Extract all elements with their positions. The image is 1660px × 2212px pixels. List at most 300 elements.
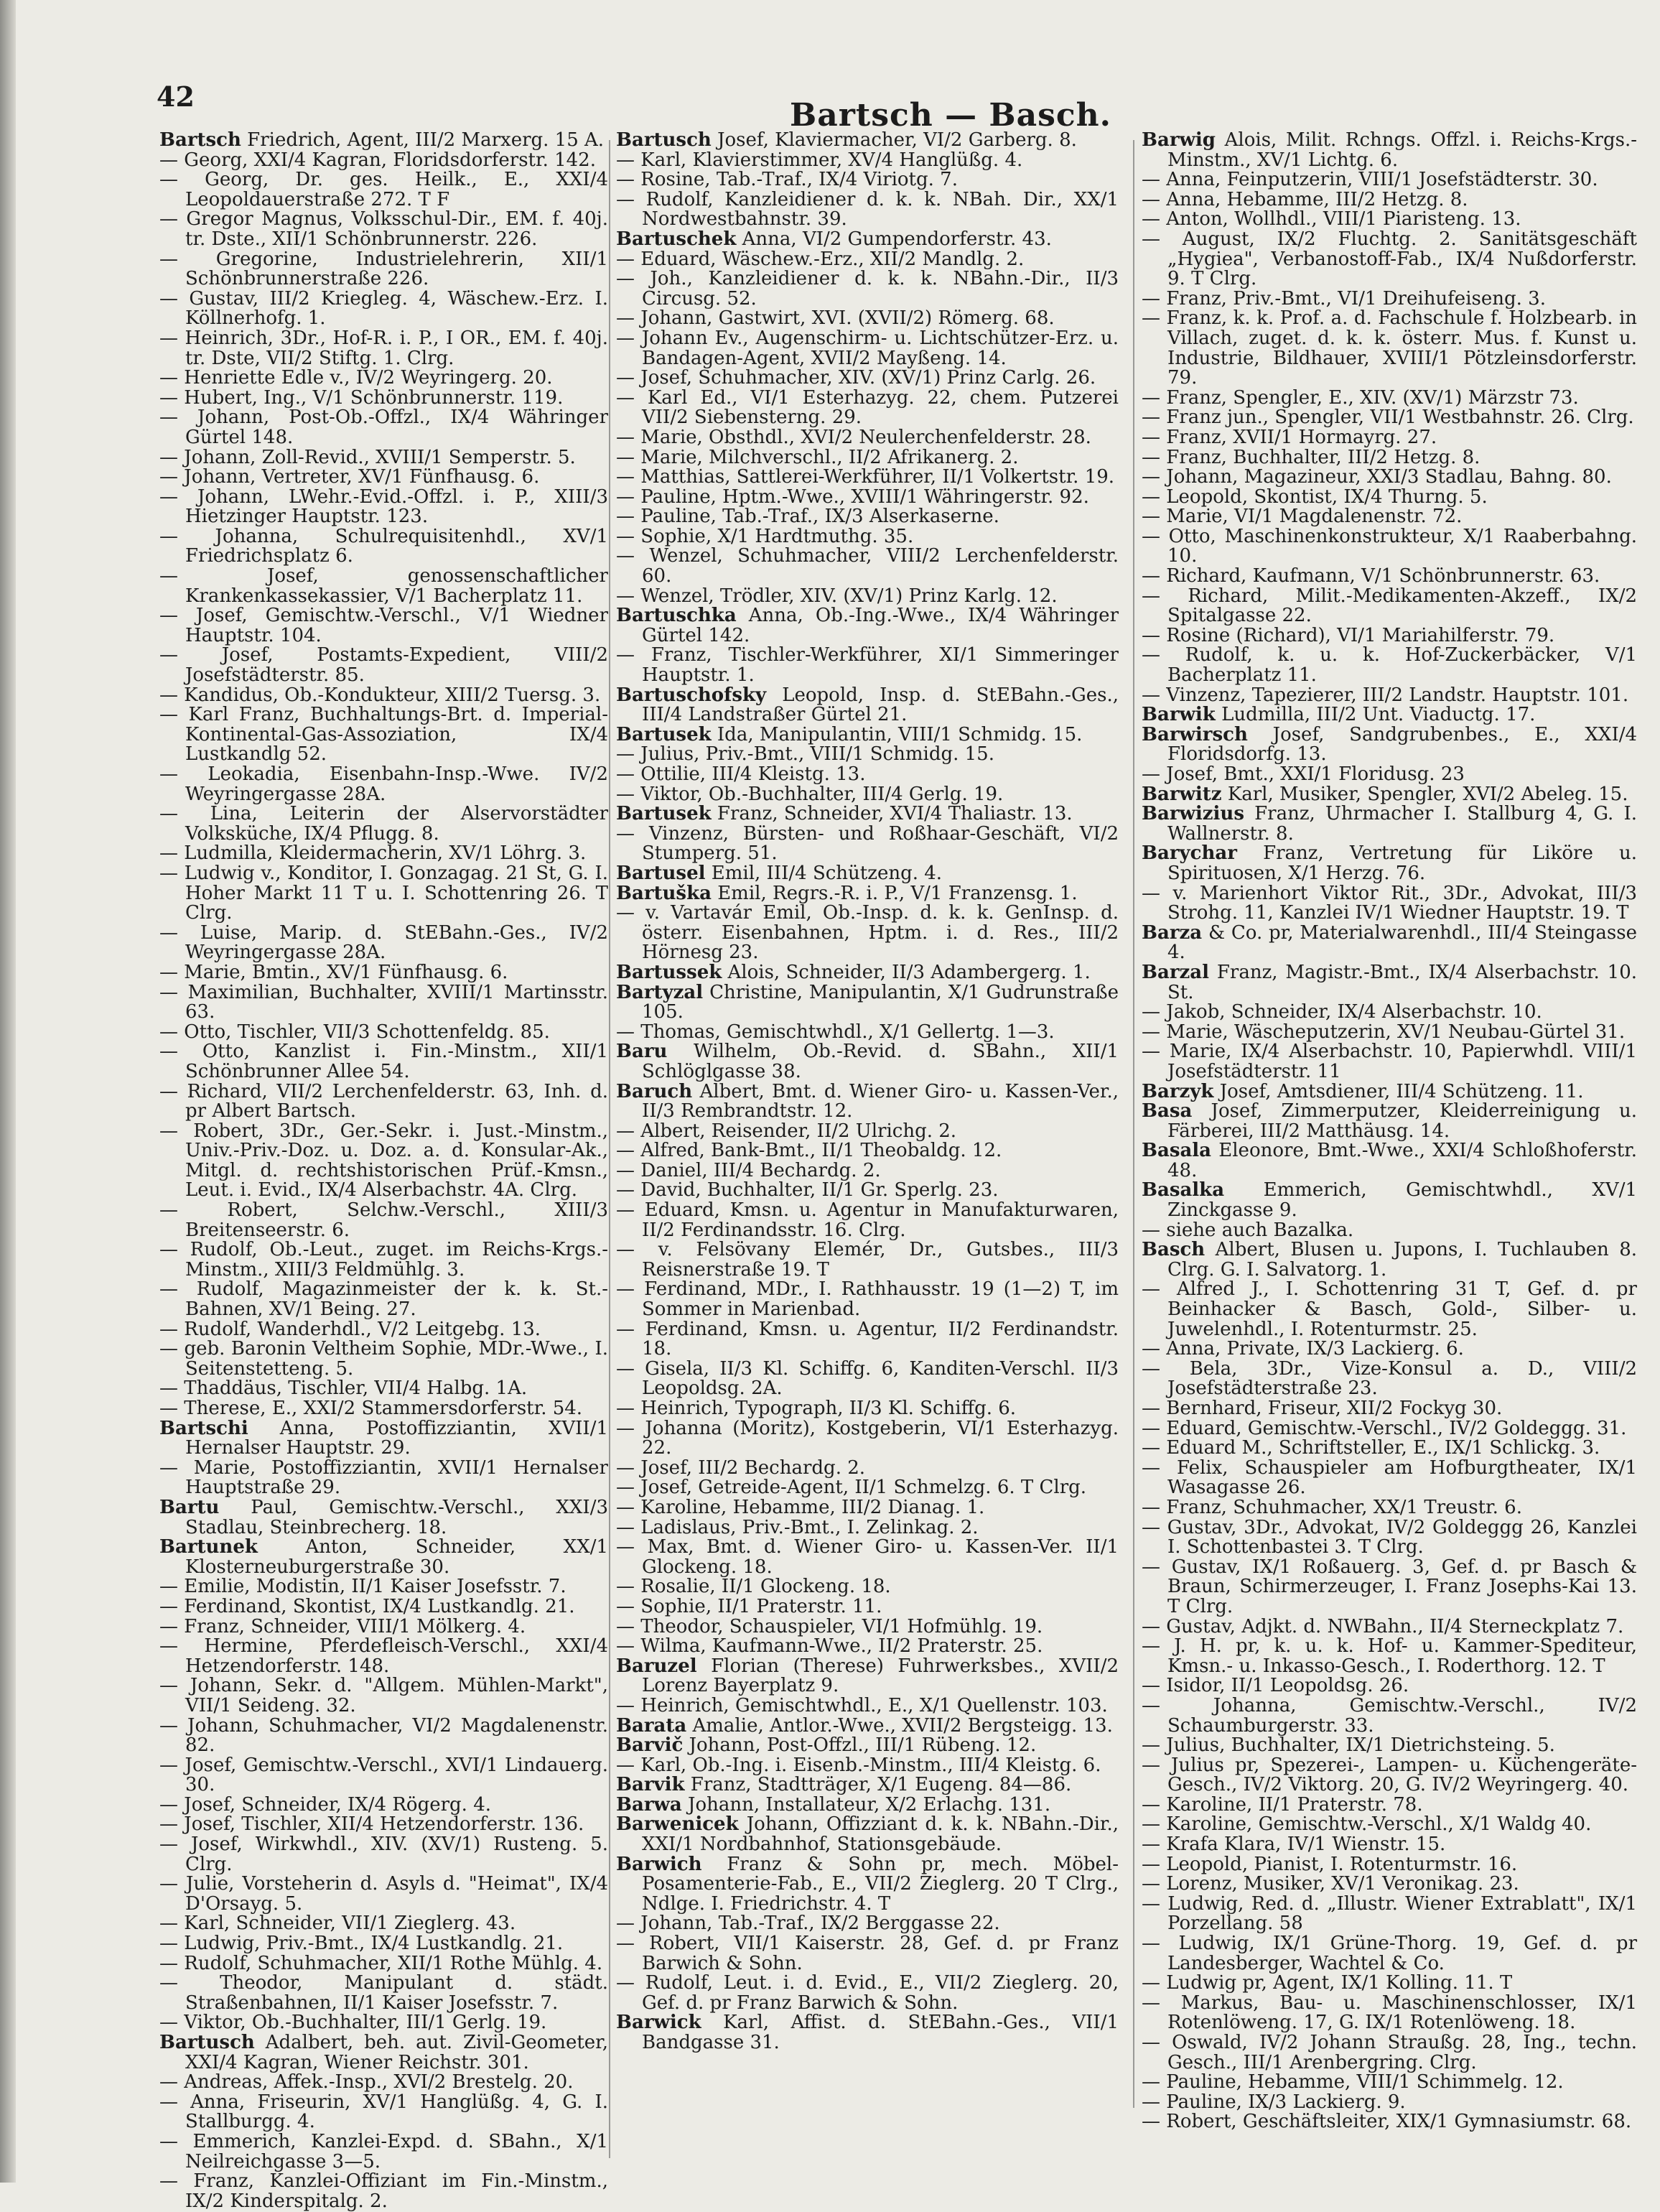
entry-text: — Karl Franz, Buchhaltungs-Brt. d. Imperial-Kontinental-Gas-Assoziation, IX/4 Lustkandlg 52.: [159, 704, 608, 766]
entry-text: — Johann, Vertreter, XV/1 Fünfhausg. 6.: [159, 466, 540, 488]
directory-entry: [159, 1795, 608, 1816]
directory-entry: [159, 567, 608, 606]
directory-entry: [616, 903, 1119, 963]
entry-text: — Josef, Wirkwhdl., XIV. (XV/1) Rusteng. 5. Clrg.: [159, 1834, 608, 1875]
directory-entry: [159, 1577, 608, 1597]
entry-text: Franz & Sohn pr, mech. Möbel-Posamenterie-Fab., E., VII/2 Zieglerg. 20 T Clrg., Ndlge. I. Friedrichstr. 4. T: [642, 1853, 1119, 1915]
directory-entry: [1142, 170, 1637, 190]
entry-text: Ludmilla, III/2 Unt. Viaductg. 17.: [1221, 704, 1536, 726]
entry-text: Anna, Postoffizziantin, XVII/1 Hernalser Hauptstr. 29.: [185, 1417, 608, 1459]
directory-entry: [1142, 1518, 1637, 1558]
entry-text: Anton, Schneider, XX/1 Klosterneuburgerstraße 30.: [185, 1536, 609, 1578]
directory-entry: [159, 368, 608, 389]
entry-text: — Julie, Vorsteherin d. Asyls d. "Heimat", IX/4 D'Orsayg. 5.: [159, 1873, 608, 1915]
directory-entry: [1142, 1892, 1637, 1935]
entry-text: — Eduard M., Schriftsteller, E., IX/1 Schlickg. 3.: [1142, 1437, 1600, 1459]
directory-entry: [616, 1122, 1119, 1142]
directory-entry: [1142, 1676, 1637, 1696]
directory-entry: [616, 1478, 1119, 1498]
entry-text: — Gregorine, Industrielehrerin, XII/1 Schönbrunnerstraße 226.: [159, 248, 608, 290]
directory-entry-head: [616, 131, 1119, 151]
entry-text: Emmerich, Gemischtwhdl., XV/1 Zinckgasse 9.: [1167, 1179, 1638, 1222]
directory-entry: [159, 1756, 608, 1795]
entry-text: Albert, Bmt. d. Wiener Giro- u. Kassen-Ver., II/3 Rembrandtstr. 12.: [642, 1080, 1119, 1123]
directory-entry-head: [159, 1419, 608, 1459]
entry-text: Josef, Amtsdiener, III/4 Schützeng. 11.: [1219, 1080, 1584, 1102]
entry-text: — Ludwig, IX/1 Grüne-Thorg. 19, Gef. d. pr Landesberger, Wachtel & Co.: [1142, 1933, 1637, 1974]
entry-text: — Johann, Gastwirt, XVI. (XVII/2) Römerg. 68.: [616, 307, 1055, 330]
directory-entry: [159, 329, 608, 368]
entry-surname: Bartu: [159, 1496, 220, 1518]
directory-entry: [1142, 884, 1637, 924]
entry-text: — Franz, Kanzlei-Offiziant im Fin.-Minstm., IX/2 Kinderspitalg. 2.: [159, 2170, 608, 2212]
entry-text: Eleonore, Bmt.-Wwe., XXI/4 Schloßhoferstr. 48.: [1167, 1140, 1637, 1181]
directory-entry: [616, 368, 1119, 389]
entry-text: Franz, Vertretung für Liköre u. Spirituosen, X/1 Herzg. 76.: [1167, 842, 1638, 884]
entry-text: — Viktor, Ob.-Buchhalter, III/4 Gerlg. 19.: [616, 783, 1004, 805]
directory-entry-head: [616, 725, 1119, 745]
directory-entry: [1142, 507, 1637, 527]
entry-text: — Karl, Schneider, VII/1 Zieglerg. 43.: [159, 1913, 516, 1935]
directory-entry-head: [1142, 921, 1637, 964]
entry-text: — Rudolf, Leut. i. d. Evid., E., VII/2 Zieglerg. 20, Gef. d. pr Franz Barwich & Sohn.: [616, 1972, 1119, 2014]
entry-text: — Felix, Schauspieler am Hofburgtheater, IX/1 Wasagasse 26.: [1142, 1456, 1637, 1499]
entry-text: Franz, Uhrmacher I. Stallburg 4, G. I. Wallnerstr. 8.: [1167, 803, 1638, 845]
entry-text: Karl, Musiker, Spengler, XVI/2 Abeleg. 15.: [1227, 783, 1628, 805]
entry-text: Johann, Installateur, X/2 Erlachg. 131.: [688, 1793, 1051, 1816]
directory-entry: [1142, 428, 1637, 448]
directory-entry: [159, 468, 608, 488]
directory-entry-head: [1142, 785, 1637, 805]
entry-surname: Barwick: [616, 2012, 701, 2034]
entry-text: — Rosine (Richard), VI/1 Mariahilferstr. 79.: [1142, 624, 1555, 646]
entry-surname: Bartussek: [616, 961, 722, 983]
directory-entry: [616, 785, 1119, 805]
entry-text: — Otto, Tischler, VII/3 Schottenfeldg. 85.: [159, 1021, 550, 1043]
entry-text: Ida, Manipulantin, VIII/1 Schmidg. 15.: [717, 723, 1083, 745]
entry-text: — Rudolf, Schuhmacher, XII/1 Rothe Mühlg. 4.: [159, 1952, 603, 1974]
directory-entry: [1142, 2033, 1637, 2073]
directory-entry-head: [1142, 1141, 1637, 1181]
entry-text: — Marie, Obsthdl., XVI/2 Neulerchenfelderstr. 28.: [616, 426, 1091, 448]
entry-text: — Johann, Zoll-Revid., XVIII/1 Semperstr. 5.: [159, 446, 576, 468]
entry-surname: Barwitz: [1142, 783, 1222, 805]
entry-text: — Josef, Postamts-Expedient, VIII/2 Josefstädterstr. 85.: [159, 644, 608, 687]
directory-entry: [159, 1240, 608, 1280]
directory-entry: [1142, 485, 1637, 508]
directory-entry: [159, 1974, 608, 2013]
directory-entry-head: [616, 1775, 1119, 1795]
directory-entry: [159, 1874, 608, 1914]
directory-entry: [1142, 1934, 1637, 1974]
directory-entry: [1142, 210, 1637, 230]
entry-surname: Basalka: [1142, 1179, 1225, 1202]
directory-entry: [1142, 1617, 1637, 1637]
entry-text: — Ludmilla, Kleidermacherin, XV/1 Löhrg. 3.: [159, 842, 587, 865]
directory-entry-head: [1142, 725, 1637, 765]
column-rule: [1133, 140, 1134, 2108]
directory-entry: [616, 1399, 1119, 1419]
directory-entry: [616, 527, 1119, 547]
directory-entry: [159, 1676, 608, 1716]
entry-text: — August, IX/2 Fluchtg. 2. Sanitätsgeschäft „Hygiea", Verbanostoff-Fab., IX/4 Nußdorferstr. 9. T Clrg.: [1142, 228, 1637, 290]
entry-text: — Ladislaus, Priv.-Bmt., I. Zelinkag. 2.: [616, 1516, 979, 1538]
entry-text: — Ferdinand, Skontist, IX/4 Lustkandlg. 21.: [159, 1595, 575, 1617]
entry-text: Josef, Sandgrubenbes., E., XXI/4 Floridsdorfg. 13.: [1167, 723, 1638, 766]
entry-text: — Rudolf, Kanzleidiener d. k. k. NBah. Dir., XX/1 Nordwestbahnstr. 39.: [616, 188, 1119, 231]
entry-text: — Franz, XVII/1 Hormayrg. 27.: [1142, 426, 1437, 448]
entry-surname: Barzal: [1142, 961, 1210, 983]
entry-text: Johann, Offizziant d. k. k. NBahn.-Dir., XXI/1 Nordbahnhof, Stationsgebäude.: [642, 1813, 1119, 1856]
entry-text: — Josef, genossenschaftlicher Krankenkassekassier, V/1 Bacherplatz 11.: [159, 565, 608, 607]
directory-entry: [159, 1023, 608, 1043]
directory-entry-head: [616, 230, 1119, 250]
directory-entry: [616, 151, 1119, 171]
entry-surname: Bartsch: [159, 129, 241, 151]
directory-entry-head: [616, 1716, 1119, 1737]
entry-text: Johann, Post-Offzl., III/1 Rübeng. 12.: [689, 1734, 1037, 1757]
entry-text: — Wenzel, Schuhmacher, VIII/2 Lerchenfelderstr. 60.: [616, 545, 1119, 587]
directory-entry: [1142, 1023, 1637, 1043]
directory-entry: [1142, 1815, 1637, 1835]
entry-text: — Richard, Milit.-Medikamenten-Akzeff., IX/2 Spitalgasse 22.: [1142, 585, 1637, 627]
directory-entry: [616, 309, 1119, 329]
directory-entry-head: [616, 606, 1119, 646]
directory-entry: [159, 1617, 608, 1637]
directory-entry: [159, 1122, 608, 1201]
entry-surname: Bartusek: [616, 723, 712, 745]
entry-text: — Gustav, Adjkt. d. NWBahn., II/4 Sterneckplatz 7.: [1142, 1615, 1624, 1637]
entry-surname: Baruzel: [616, 1655, 697, 1677]
directory-entry: [1142, 1974, 1637, 1994]
entry-text: — Karl Ed., VI/1 Esterhazyg. 22, chem. Putzerei VII/2 Siebensterng. 29.: [616, 386, 1119, 429]
entry-text: Amalie, Antlor.-Wwe., XVII/2 Bergsteigg. 13.: [692, 1714, 1113, 1737]
entry-text: — Franz jun., Spengler, VII/1 Westbahnstr. 26. Clrg.: [1142, 406, 1634, 429]
entry-text: — Vinzenz, Bürsten- und Roßhaar-Geschäft, VI/2 Stumperg. 51.: [616, 822, 1119, 865]
entry-text: — Eduard, Wäschew.-Erz., XII/2 Mandlg. 2.: [616, 248, 1025, 270]
directory-entry: [616, 1023, 1119, 1043]
entry-text: — Leokadia, Eisenbahn-Insp.-Wwe. IV/2 Weyringergasse 28A.: [159, 763, 608, 805]
entry-text: — Luise, Marip. d. StEBahn.-Ges., IV/2 Weyringergasse 28A.: [159, 921, 608, 964]
directory-entry: [1142, 386, 1637, 409]
directory-entry: [1142, 289, 1637, 310]
entry-text: — geb. Baronin Veltheim Sophie, MDr.-Wwe., I. Seitenstetteng. 5.: [159, 1338, 608, 1380]
directory-entry-head: [616, 884, 1119, 904]
entry-text: — Alfred J., I. Schottenring 31 T, Gef. d. pr Beinhacker & Basch, Gold-, Silber- u. Juwelenhdl., I. Rotenturmstr. 25.: [1142, 1278, 1637, 1340]
entry-text: — Daniel, III/4 Bechardg. 2.: [616, 1159, 881, 1181]
directory-entry: [1142, 2073, 1637, 2093]
entry-text: — Ottilie, III/4 Kleistg. 13.: [616, 763, 866, 785]
entry-text: — Matthias, Sattlerei-Werkführer, II/1 Volkertstr. 19.: [616, 466, 1115, 488]
directory-entry: [159, 289, 608, 329]
entry-text: — Josef, III/2 Bechardg. 2.: [616, 1456, 866, 1479]
entry-text: — Josef, Tischler, XII/4 Hetzendorferstr. 136.: [159, 1813, 584, 1836]
entry-text: — Rosine, Tab.-Traf., IX/4 Viriotg. 7.: [616, 169, 958, 191]
entry-surname: Bartusch: [159, 2032, 255, 2053]
entry-text: — Johann, Sekr. d. "Allgem. Mühlen-Markt", VII/1 Seideng. 32.: [159, 1675, 608, 1716]
directory-entry: [159, 2013, 608, 2033]
entry-text: — Julius pr, Spezerei-, Lampen- u. Küchengeräte-Gesch., IV/2 Viktorg. 20, G. IV/2 Weyringerg. 40.: [1142, 1754, 1637, 1796]
entry-surname: Barzyk: [1142, 1080, 1214, 1102]
entry-text: — Heinrich, Typograph, II/3 Kl. Schiffg. 6.: [616, 1398, 1017, 1419]
entry-text: — Anton, Wollhdl., VIII/1 Piaristeng. 13.: [1142, 208, 1521, 231]
directory-entry: [159, 1716, 608, 1756]
directory-entry: [616, 1240, 1119, 1280]
entry-text: — Franz, Schneider, VIII/1 Mölkerg. 4.: [159, 1615, 526, 1637]
directory-entry: [1142, 1994, 1637, 2033]
directory-entry: [159, 448, 608, 468]
entry-text: — Franz, Schuhmacher, XX/1 Treustr. 6.: [1142, 1496, 1522, 1518]
directory-entry: [616, 1161, 1119, 1181]
directory-entry: [159, 983, 608, 1023]
entry-text: — Bernhard, Friseur, XII/2 Fockyg 30.: [1142, 1398, 1503, 1419]
entry-surname: Barwirsch: [1142, 723, 1248, 745]
directory-entry: [1142, 309, 1637, 388]
entry-text: — Hermine, Pferdefleisch-Verschl., XXI/4 Hetzendorferstr. 148.: [159, 1635, 608, 1677]
entry-text: — v. Vartavár Emil, Ob.-Insp. d. k. k. GenInsp. d. österr. Eisenbahnen, Hptm. i. d. Res., III/2 Hörnesg 23.: [616, 902, 1119, 964]
directory-entry: [1142, 567, 1637, 587]
entry-text: — Lina, Leiterin der Alservorstädter Volksküche, IX/4 Pflugg. 8.: [159, 803, 608, 845]
directory-entry: [159, 210, 608, 249]
directory-entry: [1142, 1835, 1637, 1855]
entry-text: Florian (Therese) Fuhrwerksbes., XVII/2 Lorenz Bayerplatz 9.: [642, 1655, 1119, 1697]
directory-entry: [159, 1934, 608, 1954]
directory-entry: [616, 1974, 1119, 2013]
directory-entry: [616, 1577, 1119, 1597]
entry-text: — Hubert, Ing., V/1 Schönbrunnerstr. 119.: [159, 386, 564, 409]
entry-text: — Marie, Bmtin., XV/1 Fünfhausg. 6.: [159, 961, 508, 983]
entry-text: — Rudolf, k. u. k. Hof-Zuckerbäcker, V/1 Bacherplatz 11.: [1142, 644, 1637, 687]
directory-entry: [159, 386, 608, 409]
entry-text: — Ferdinand, MDr., I. Rathhausstr. 19 (1—2) T, im Sommer in Marienbad.: [616, 1278, 1119, 1321]
directory-entry: [616, 1756, 1119, 1776]
entry-text: Adalbert, beh. aut. Zivil-Geometer, XXI/4 Kagran, Wiener Reichstr. 301.: [185, 2032, 609, 2073]
directory-entry: [616, 329, 1119, 368]
directory-entry-head: [616, 864, 1119, 884]
entry-surname: Basa: [1142, 1100, 1193, 1123]
entry-text: — J. H. pr, k. u. k. Hof- u. Kammer-Spediteur, Kmsn.- u. Inkasso-Gesch., I. Roderthorg. 12. T: [1142, 1635, 1637, 1677]
directory-entry: [159, 804, 608, 844]
entry-surname: Bartschi: [159, 1417, 248, 1439]
entry-surname: Barza: [1142, 921, 1203, 944]
entry-text: — Josef, Schneider, IX/4 Rögerg. 4.: [159, 1793, 492, 1816]
directory-entry: [1142, 1042, 1637, 1082]
directory-entry: [159, 1042, 608, 1082]
entry-text: Emil, Regrs.-R. i. P., V/1 Franzensg. 1.: [717, 882, 1078, 904]
directory-entry: [1142, 2112, 1637, 2132]
directory-column-2: [616, 131, 1119, 2053]
directory-entry: [616, 190, 1119, 230]
directory-entry: [159, 1082, 608, 1122]
directory-entry-head: [616, 1815, 1119, 1854]
directory-entry: [1142, 408, 1637, 428]
entry-text: — Max, Bmt. d. Wiener Giro- u. Kassen-Ver. II/1 Glockeng. 18.: [616, 1536, 1119, 1578]
directory-entry: [616, 386, 1119, 429]
entry-text: — Franz, Priv.-Bmt., VI/1 Dreihufeiseng. 3.: [1142, 287, 1546, 310]
entry-text: — David, Buchhalter, II/1 Gr. Sperlg. 23.: [616, 1179, 999, 1202]
directory-entry: [1142, 1756, 1637, 1795]
directory-entry: [159, 765, 608, 804]
entry-text: — Gisela, II/3 Kl. Schiffg. 6, Kanditen-Verschl. II/3 Leopoldsg. 2A.: [616, 1357, 1119, 1400]
entry-text: — Georg, Dr. ges. Heilk., E., XXI/4 Leopoldauerstraße 272. T F: [159, 169, 608, 210]
directory-entry: [616, 428, 1119, 448]
entry-text: — Gustav, III/2 Kriegleg. 4, Wäschew.-Erz. I. Köllnerhofg. 1.: [159, 287, 608, 330]
directory-entry: [159, 1456, 608, 1499]
entry-text: — Wilma, Kaufmann-Wwe., II/2 Praterstr. 25.: [616, 1635, 1043, 1658]
directory-entry: [159, 1954, 608, 1974]
entry-text: Alois, Milit. Rchngs. Offzl. i. Reichs-Krgs.-Minstm., XV/1 Lichtg. 6.: [1167, 129, 1638, 171]
entry-text: — Johann Ev., Augenschirm- u. Lichtschützer-Erz. u. Bandagen-Agent, XVII/2 Mayßeng. 14.: [616, 327, 1119, 369]
directory-entry-head: [1142, 1181, 1637, 1220]
entry-text: — Alfred, Bank-Bmt., II/1 Theobaldg. 12.: [616, 1140, 1002, 1162]
entry-text: — Franz, k. k. Prof. a. d. Fachschule f. Holzbearb. in Villach, zuget. d. k. k. österr. Mus. f. Kunst u. Industrie, Bildhauer, XVIII/1 Pötzleinsdorferstr. 79.: [1142, 307, 1637, 389]
directory-entry: [1142, 1221, 1637, 1241]
entry-surname: Bartuschka: [616, 605, 737, 627]
directory-entry: [616, 250, 1119, 270]
directory-entry: [159, 1597, 608, 1617]
entry-text: — Robert, 3Dr., Ger.-Sekr. i. Just.-Minstm., Univ.-Priv.-Doz. u. Doz. a. d. Konsular-Ak., Mitgl. d. rechtshistorischen Prüf.-Kmsn., Leut. i. Evid., IX/4 Alserbachstr. 4A. Clrg.: [159, 1120, 608, 1202]
entry-text: — Rudolf, Ob.-Leut., zuget. im Reichs-Krgs.-Minstm., XIII/3 Feldmühlg. 3.: [159, 1239, 608, 1281]
directory-entry: [1142, 626, 1637, 646]
directory-entry: [159, 170, 608, 210]
directory-entry-head: [159, 1538, 608, 1577]
entry-text: — Henriette Edle v., IV/2 Weyringerg. 20.: [159, 367, 553, 389]
directory-entry: [616, 1934, 1119, 1974]
directory-entry: [159, 2172, 608, 2211]
entry-text: — v. Felsövany Elemér, Dr., Gutsbes., III/3 Reisnerstraße 19. T: [616, 1239, 1119, 1281]
directory-entry: [616, 448, 1119, 468]
directory-entry: [159, 921, 608, 964]
directory-entry-head: [616, 804, 1119, 824]
directory-entry: [159, 1379, 608, 1399]
entry-text: — Gustav, 3Dr., Advokat, IV/2 Goldeggg 26, Kanzlei I. Schottenbastei 3. T Clrg.: [1142, 1516, 1637, 1558]
entry-text: — Emmerich, Kanzlei-Expd. d. SBahn., X/1 Neilreichgasse 3—5.: [159, 2130, 608, 2172]
entry-text: — Bela, 3Dr., Vize-Konsul a. D., VIII/2 Josefstädterstraße 23.: [1142, 1357, 1637, 1400]
running-head: Bartsch — Basch.: [790, 97, 1111, 134]
page-number: 42: [157, 80, 195, 113]
entry-text: — Sophie, II/1 Praterstr. 11.: [616, 1595, 882, 1617]
directory-entry: [1142, 1855, 1637, 1875]
directory-entry: [159, 250, 608, 289]
entry-text: — Albert, Reisender, II/2 Ulrichg. 2.: [616, 1120, 957, 1142]
entry-text: — Viktor, Ob.-Buchhalter, III/1 Gerlg. 19.: [159, 2012, 547, 2034]
entry-text: — Wenzel, Trödler, XIV. (XV/1) Prinz Karlg. 12.: [616, 585, 1058, 607]
directory-entry: [159, 485, 608, 528]
directory-entry-head: [1142, 131, 1637, 170]
entry-text: — Jakob, Schneider, IX/4 Alserbachstr. 10.: [1142, 1001, 1542, 1023]
entry-text: — Anna, Feinputzerin, VIII/1 Josefstädterstr. 30.: [1142, 169, 1598, 191]
entry-text: — Marie, Postoffizziantin, XVII/1 Hernalser Hauptstraße 29.: [159, 1456, 608, 1499]
entry-surname: Basala: [1142, 1140, 1212, 1162]
directory-entry: [159, 1399, 608, 1419]
entry-text: — Marie, Wäscheputzerin, XV/1 Neubau-Gürtel 31.: [1142, 1021, 1626, 1043]
entry-text: — Lorenz, Musiker, XV/1 Veronikag. 23.: [1142, 1873, 1519, 1895]
entry-text: — Anna, Hebamme, III/2 Hetzg. 8.: [1142, 188, 1468, 210]
directory-entry: [159, 1280, 608, 1319]
directory-entry-head: [616, 983, 1119, 1023]
entry-text: — Rudolf, Magazinmeister der k. k. St.-Bahnen, XV/1 Being. 27.: [159, 1278, 608, 1321]
directory-entry: [159, 2073, 608, 2093]
directory-entry: [1142, 587, 1637, 626]
directory-entry: [159, 1320, 608, 1340]
directory-entry: [616, 269, 1119, 309]
entry-text: — Emilie, Modistin, II/1 Kaiser Josefsstr. 7.: [159, 1576, 566, 1598]
entry-text: — Heinrich, Gemischtwhdl., E., X/1 Quellenstr. 103.: [616, 1694, 1108, 1716]
directory-entry: [616, 1141, 1119, 1161]
directory-entry: [159, 1815, 608, 1835]
entry-text: — Josef, Getreide-Agent, II/1 Schmelzg. 6. T Clrg.: [616, 1477, 1087, 1499]
directory-entry: [1142, 765, 1637, 785]
entry-surname: Barychar: [1142, 842, 1237, 865]
entry-text: — Anna, Private, IX/3 Lackierg. 6.: [1142, 1338, 1464, 1360]
directory-entry-head: [616, 686, 1119, 725]
entry-text: — Rosalie, II/1 Glockeng. 18.: [616, 1576, 891, 1598]
entry-text: — Franz, Buchhalter, III/2 Hetzg. 8.: [1142, 446, 1481, 468]
entry-surname: Bartuschofsky: [616, 684, 767, 706]
entry-text: — Pauline, Tab.-Traf., IX/3 Alserkaserne.: [616, 506, 999, 528]
directory-entry: [1142, 1357, 1637, 1400]
directory-entry: [159, 1339, 608, 1379]
entry-text: — Therese, E., XXI/2 Stammersdorferstr. 54.: [159, 1398, 583, 1419]
directory-entry: [159, 151, 608, 171]
entry-text: — Robert, Selchw.-Verschl., XIII/3 Breitenseerstr. 6.: [159, 1199, 608, 1241]
directory-entry: [1142, 1280, 1637, 1339]
directory-entry: [1142, 1874, 1637, 1895]
entry-surname: Bartusek: [616, 803, 712, 825]
directory-entry: [616, 485, 1119, 508]
directory-entry: [616, 1201, 1119, 1240]
entry-text: — Eduard, Kmsn. u. Agentur in Manufakturwaren, II/2 Ferdinandsstr. 16. Clrg.: [616, 1199, 1119, 1241]
directory-entry-head: [616, 1736, 1119, 1756]
entry-text: — siehe auch Bazalka.: [1142, 1219, 1354, 1241]
directory-entry-head: [616, 1795, 1119, 1816]
directory-entry-head: [616, 963, 1119, 983]
directory-entry-head: [1142, 804, 1637, 844]
entry-surname: Barvik: [616, 1774, 685, 1796]
directory-entry: [616, 1456, 1119, 1479]
entry-text: — Rudolf, Wanderhdl., V/2 Leitgebg. 13.: [159, 1318, 541, 1340]
entry-text: — Johanna, Schulrequisitenhdl., XV/1 Friedrichsplatz 6.: [159, 525, 608, 567]
entry-text: — Josef, Schuhmacher, XIV. (XV/1) Prinz Carlg. 26.: [616, 367, 1096, 389]
directory-entry: [159, 686, 608, 706]
entry-text: — Ludwig, Priv.-Bmt., IX/4 Lustkandlg. 21.: [159, 1933, 564, 1955]
entry-text: — Julius, Priv.-Bmt., VIII/1 Schmidg. 15.: [616, 743, 994, 766]
entry-text: Franz, Schneider, XVI/4 Thaliastr. 13.: [717, 803, 1073, 825]
directory-entry: [159, 1201, 608, 1240]
directory-entry-head: [616, 1855, 1119, 1915]
entry-text: Alois, Schneider, II/3 Adambergerg. 1.: [727, 961, 1091, 983]
directory-entry: [159, 646, 608, 685]
entry-text: Emil, III/4 Schützeng. 4.: [711, 862, 943, 884]
directory-entry: [616, 1181, 1119, 1201]
entry-surname: Baru: [616, 1041, 668, 1063]
directory-entry: [616, 1357, 1119, 1400]
directory-entry: [159, 844, 608, 864]
directory-entry-head: [1142, 844, 1637, 883]
entry-text: — v. Marienhort Viktor Rit., 3Dr., Advokat, III/3 Strohg. 11, Kanzlei IV/1 Wiedner Hauptstr. 19. T: [1142, 882, 1637, 924]
entry-text: — Thomas, Gemischtwhdl., X/1 Gellertg. 1—3.: [616, 1021, 1055, 1043]
entry-text: Anna, Ob.-Ing.-Wwe., IX/4 Währinger Gürtel 142.: [642, 605, 1119, 646]
entry-text: Anna, VI/2 Gumpendorferstr. 43.: [742, 228, 1052, 250]
directory-entry: [1142, 1498, 1637, 1518]
directory-entry: [1142, 686, 1637, 706]
entry-text: Franz, Stadtträger, X/1 Eugeng. 84—86.: [690, 1774, 1072, 1796]
directory-entry: [159, 1914, 608, 1934]
directory-entry: [159, 1835, 608, 1874]
entry-surname: Bartusch: [616, 129, 712, 151]
entry-text: — Karoline, Hebamme, III/2 Dianag. 1.: [616, 1496, 985, 1518]
directory-entry: [1142, 1558, 1637, 1617]
